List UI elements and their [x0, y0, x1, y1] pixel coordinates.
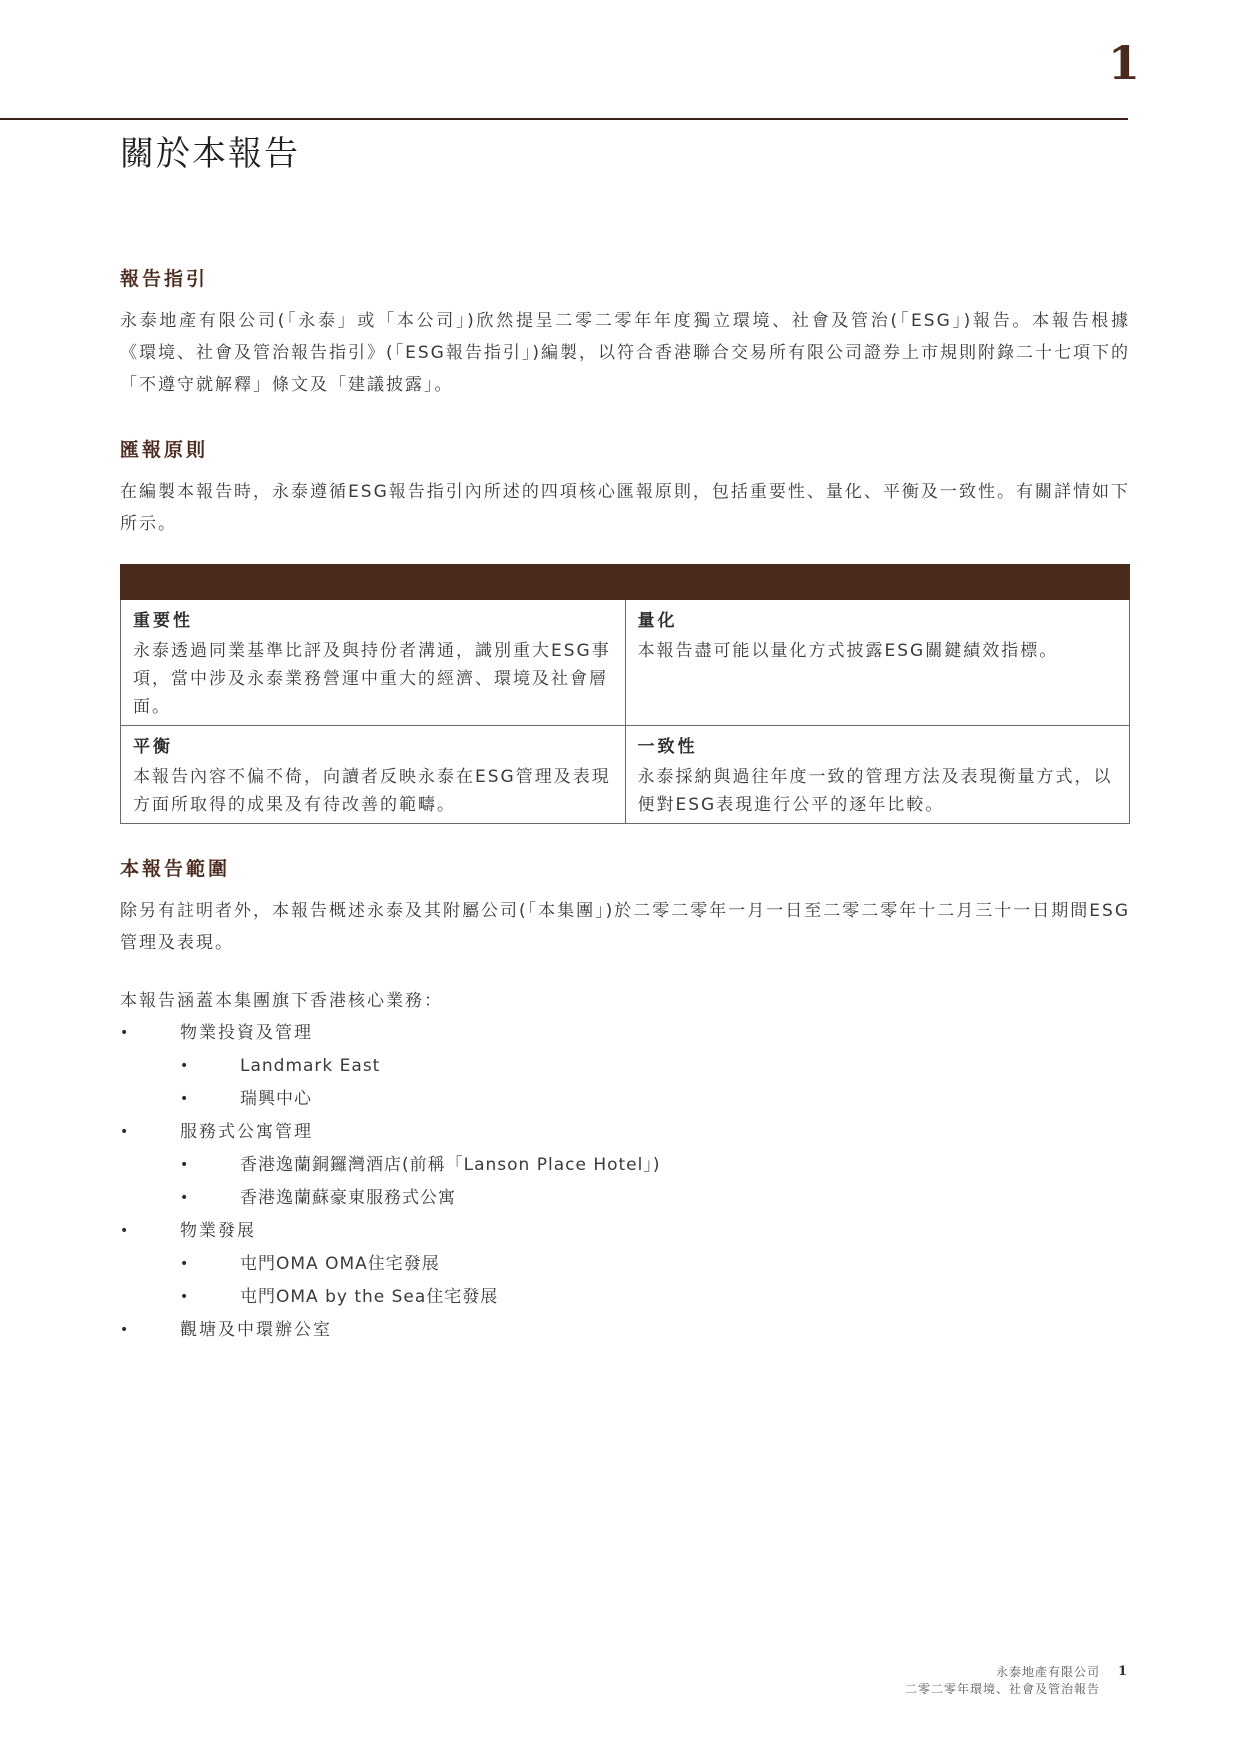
- bullet-icon: •: [120, 1124, 131, 1140]
- bullet-icon: •: [120, 1322, 131, 1338]
- bullet-icon: •: [180, 1058, 190, 1074]
- list-item: [120, 1215, 1130, 1314]
- footer-company: 永泰地產有限公司: [995, 1665, 1100, 1679]
- page-footer: [800, 1664, 1100, 1698]
- sub-item-label: 香港逸蘭蘇豪東服務式公寓: [240, 1188, 456, 1208]
- table-row: [121, 726, 1130, 824]
- list-item: [180, 1050, 1130, 1083]
- bullet-icon: •: [180, 1157, 190, 1173]
- business-label: 觀塘及中環辦公室: [180, 1320, 332, 1340]
- principle-title: 一致性: [637, 737, 698, 757]
- principle-title: 平衡: [133, 737, 173, 757]
- footer-report-title: 二零二零年環境、社會及管治報告: [904, 1682, 1100, 1696]
- business-list: [120, 1017, 1130, 1347]
- principles-heading: 匯報原則: [120, 439, 209, 461]
- principle-cell-balance: [121, 726, 626, 824]
- footer-page-number: 1: [1118, 1664, 1128, 1679]
- bullet-icon: •: [180, 1289, 190, 1305]
- guidelines-paragraph: 永泰地產有限公司(「永泰」或「本公司」)欣然提呈二零二零年年度獨立環境、社會及管治(「ESG」)報告。本報告根據《環境、社會及管治報告指引》(「ESG報告指引」)編製，以符合香港聯合交易所有限公司證券上市規則附錄二十七項下的「不遵守就解釋」條文及「建議披露」。: [120, 311, 1130, 395]
- list-item: [120, 1017, 1130, 1116]
- guidelines-heading: 報告指引: [120, 268, 209, 290]
- principle-cell-consistency: [625, 726, 1130, 824]
- list-item: [180, 1083, 1130, 1116]
- principles-paragraph: 在編製本報告時，永泰遵循ESG報告指引內所述的四項核心匯報原則，包括重要性、量化、平衡及一致性。有關詳情如下所示。: [120, 482, 1130, 534]
- sub-list: [180, 1248, 1130, 1314]
- sub-list: [180, 1149, 1130, 1215]
- guidelines-section: [120, 264, 1130, 401]
- chapter-number: 1: [1107, 36, 1140, 90]
- bullet-icon: •: [180, 1091, 190, 1107]
- principle-title: 量化: [637, 611, 678, 631]
- bullet-icon: •: [180, 1256, 190, 1272]
- bullet-icon: •: [120, 1025, 131, 1041]
- principles-table-header: [121, 565, 1130, 600]
- list-item: [120, 1314, 1130, 1347]
- principle-description: 永泰採納與過往年度一致的管理方法及表現衡量方式，以便對ESG表現進行公平的逐年比較。: [637, 767, 1113, 815]
- business-label: 服務式公寓管理: [180, 1122, 313, 1142]
- table-row: [121, 600, 1130, 726]
- sub-item-label: 瑞興中心: [240, 1089, 312, 1109]
- list-item: [180, 1281, 1130, 1314]
- business-label: 物業發展: [180, 1221, 256, 1241]
- sub-item-label: 香港逸蘭銅鑼灣酒店(前稱「Lanson Place Hotel」): [240, 1155, 661, 1175]
- principle-cell-quantitative: [625, 600, 1130, 726]
- scope-heading: 本報告範圍: [120, 858, 231, 880]
- scope-paragraph: 除另有註明者外，本報告概述永泰及其附屬公司(「本集團」)於二零二零年一月一日至二零二零年十二月三十一日期間ESG管理及表現。: [120, 901, 1130, 953]
- sub-list: [180, 1050, 1130, 1116]
- scope-section: [120, 854, 1130, 1347]
- principles-table-header-bar: [121, 565, 1130, 600]
- header-divider: [0, 118, 1128, 120]
- list-item: [180, 1149, 1130, 1182]
- bullet-icon: •: [120, 1223, 131, 1239]
- principle-description: 本報告盡可能以量化方式披露ESG關鍵績效指標。: [637, 641, 1059, 661]
- main-content: [120, 264, 1130, 1347]
- principle-description: 永泰透過同業基準比評及與持份者溝通，識別重大ESG事項，當中涉及永泰業務營運中重大的經濟、環境及社會層面。: [133, 641, 611, 717]
- page-title: 關於本報告: [120, 134, 300, 174]
- principles-table: [120, 564, 1130, 824]
- principle-description: 本報告內容不偏不倚，向讀者反映永泰在ESG管理及表現方面所取得的成果及有待改善的範疇。: [133, 767, 611, 815]
- list-item: [120, 1116, 1130, 1215]
- sub-item-label: Landmark East: [240, 1056, 381, 1076]
- list-item: [180, 1248, 1130, 1281]
- scope-intro: 本報告涵蓋本集團旗下香港核心業務：: [120, 991, 443, 1011]
- business-label: 物業投資及管理: [180, 1023, 313, 1043]
- list-item: [180, 1182, 1130, 1215]
- bullet-icon: •: [180, 1190, 190, 1206]
- principle-title: 重要性: [133, 611, 193, 631]
- sub-item-label: 屯門OMA OMA住宅發展: [240, 1254, 440, 1274]
- principle-cell-materiality: [121, 600, 626, 726]
- principles-section: [120, 435, 1130, 540]
- sub-item-label: 屯門OMA by the Sea住宅發展: [240, 1287, 499, 1307]
